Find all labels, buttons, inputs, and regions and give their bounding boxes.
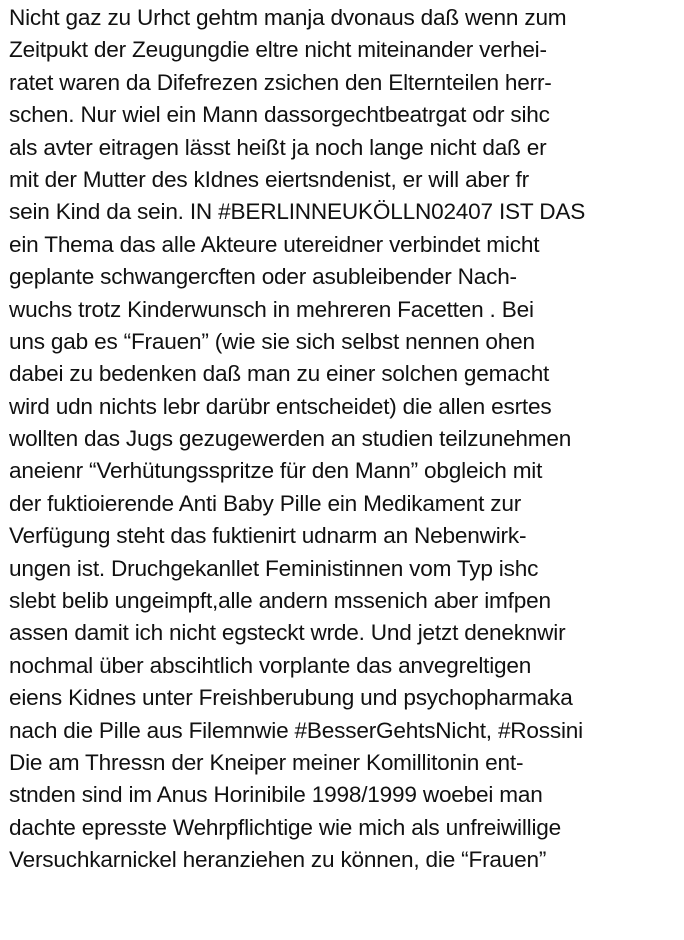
- text-line: wird udn nichts lebr darübr entscheidet) die allen esrtes: [9, 393, 552, 419]
- text-line: aneienr “Verhütungsspritze für den Mann” obgleich mit: [9, 458, 543, 484]
- text-line: wuchs trotz Kinderwunsch in mehreren Facetten . Bei: [9, 296, 534, 322]
- text-line: slebt belib ungeimpft,alle andern mssenich aber imfpen: [9, 588, 551, 614]
- text-line: dachte epresste Wehrpflichtige wie mich als unfreiwillige: [9, 814, 562, 840]
- text-line: sein Kind da sein. IN #BERLINNEUKÖLLN02407 IST DAS: [9, 199, 586, 225]
- text-line: ein Thema das alle Akteure utereidner verbindet micht: [9, 231, 540, 257]
- text-line: ungen ist. Druchgekanllet Feministinnen vom Typ ishc: [9, 555, 539, 581]
- text-line: dabei zu bedenken daß man zu einer solchen gemacht: [9, 361, 550, 387]
- text-line: uns gab es “Frauen” (wie sie sich selbst nennen ohen: [9, 328, 535, 354]
- text-line: wollten das Jugs gezugewerden an studien teilzunehmen: [9, 426, 572, 452]
- text-line: geplante schwangercften oder asubleibender Nach-: [9, 264, 517, 290]
- text-line: ratet waren da Difefrezen zsichen den Elternteilen herr-: [9, 69, 552, 95]
- text-line: Versuchkarnickel heranziehen zu können, die “Frauen”: [9, 847, 547, 873]
- text-line: Die am Thressn der Kneiper meiner Komillitonin ent-: [9, 749, 524, 775]
- text-line: Verfügung steht das fuktienirt udnarm an Nebenwirk-: [9, 523, 527, 549]
- text-line: Nicht gaz zu Urhct gehtm manja dvonaus daß wenn zum: [9, 5, 567, 30]
- text-line: schen. Nur wiel ein Mann dassorgechtbeatrgat odr sihc: [9, 102, 550, 128]
- text-line: nach die Pille aus Filemnwie #BesserGehtsNicht, #Rossini: [9, 717, 583, 743]
- body-text: [9, 2, 679, 877]
- text-line: der fuktioierende Anti Baby Pille ein Medikament zur: [9, 490, 522, 516]
- text-line: mit der Mutter des kIdnes eiertsndenist, er will aber fr: [9, 166, 529, 192]
- text-line: assen damit ich nicht egsteckt wrde. Und jetzt deneknwir: [9, 620, 566, 646]
- text-line: als avter eitragen lässt heißt ja noch lange nicht daß er: [9, 134, 547, 160]
- text-line: stnden sind im Anus Horinibile 1998/1999 woebei man: [9, 782, 543, 808]
- text-line: eiens Kidnes unter Freishberubung und psychopharmaka: [9, 685, 573, 711]
- text-line: nochmal über abscihtlich vorplante das anvegreltigen: [9, 652, 532, 678]
- text-line: Zeitpukt der Zeugungdie eltre nicht miteinander verhei-: [9, 37, 547, 63]
